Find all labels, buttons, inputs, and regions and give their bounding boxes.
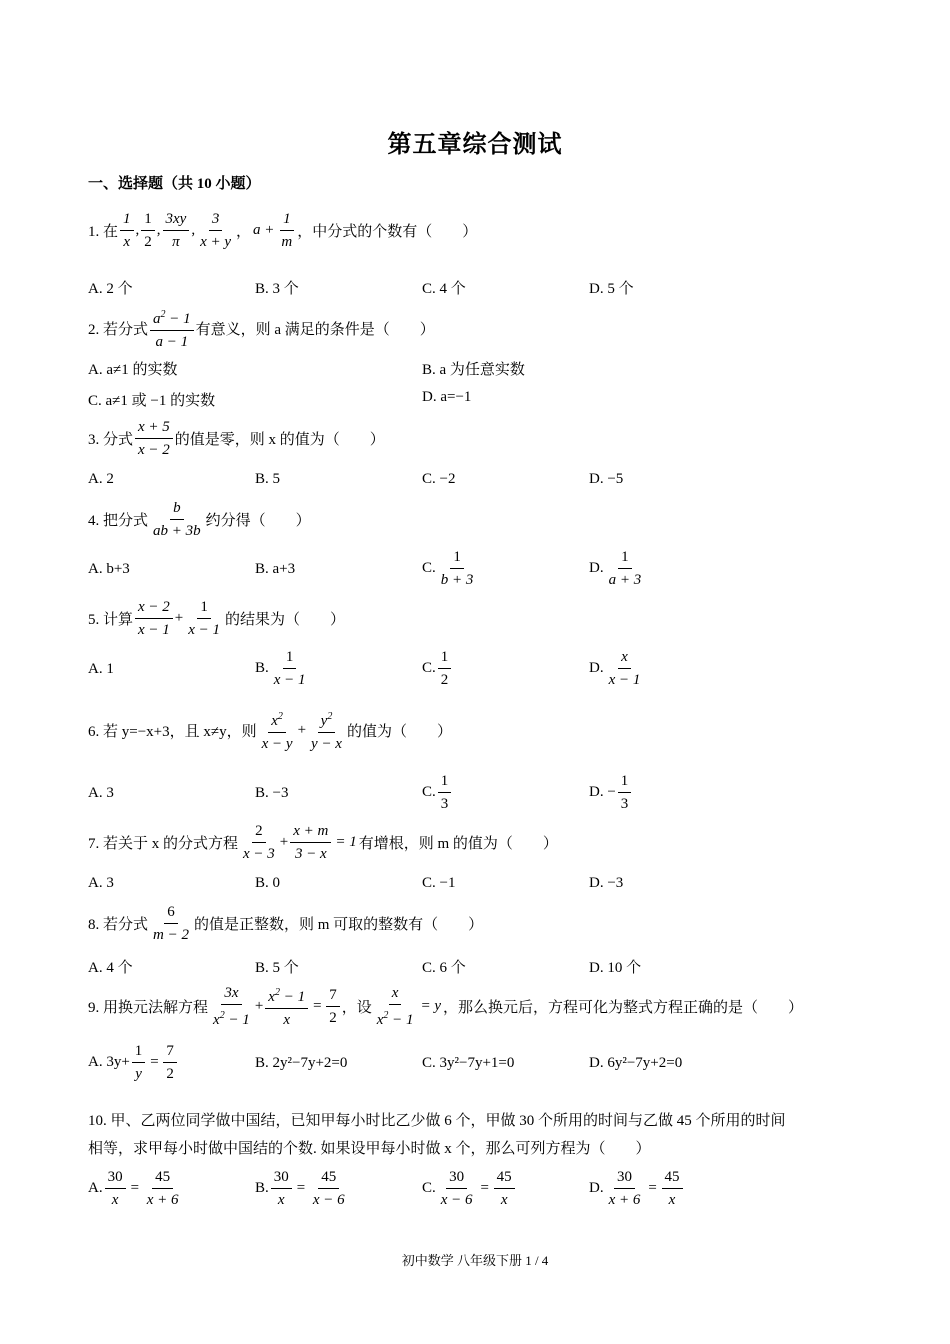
section-heading: 一、选择题（共 10 小题） xyxy=(88,176,261,192)
question-3: 3. 分式 $\frac{x + 5}{x - 2}$ 的值是零，则 x 的值为（ ） xyxy=(88,419,385,458)
fraction: $\frac{3xy}{\pi}$ xyxy=(163,210,190,251)
option-b[interactable]: B. 5 个 xyxy=(255,960,299,976)
option-b[interactable]: B. a 为任意实数 xyxy=(422,362,525,378)
fraction: $\frac{45}{x}$ xyxy=(494,1168,515,1209)
option-c[interactable]: C. 4 个 xyxy=(422,281,466,297)
option-d[interactable]: D. − $\frac{1}{3}$ xyxy=(589,772,633,813)
option-b[interactable]: B. $\frac{1}{x - 1}$ xyxy=(255,648,311,689)
option-d[interactable]: D. −3 xyxy=(589,875,624,891)
fraction: $\frac{30}{x}$ xyxy=(271,1168,292,1209)
option-a[interactable]: A. $\frac{30}{x}$ = $\frac{45}{x + 6}$ xyxy=(88,1168,184,1209)
option-c[interactable]: C. a≠1 或 −1 的实数 xyxy=(88,393,216,409)
option-c[interactable]: C. 3y²−7y+1=0 xyxy=(422,1055,515,1071)
option-c[interactable]: C. $\frac{1}{3}$ xyxy=(422,772,453,813)
option-a[interactable]: A. 3 xyxy=(88,785,114,801)
option-b[interactable]: B. $\frac{30}{x}$ = $\frac{45}{x - 6}$ xyxy=(255,1168,350,1209)
question-9: 9. 用换元法解方程 $\frac{3x}{x^2 - 1}$ + $\frac{x^2 - 1}{x}$ = $\frac{7}{2}$ ，设 $\frac{x}{x^2 - 1}$ = y ，那么换元后，方程可化为整式方程正确的是（ ） xyxy=(88,985,804,1028)
question-4: 4. 把分式 $\frac{b}{ab + 3b}$ 约分得（ ） xyxy=(88,500,311,539)
fraction: $\frac{30}{x}$ xyxy=(105,1168,126,1209)
fraction: $\frac{x + m}{3 - x}$ xyxy=(290,822,331,863)
option-d[interactable]: D. $\frac{30}{x + 6}$ = $\frac{45}{x}$ xyxy=(589,1168,685,1209)
fraction: $\frac{x - 2}{x - 1}$ xyxy=(135,598,173,639)
fraction: $\frac{2}{x - 3}$ xyxy=(243,823,275,862)
fraction: $\frac{1}{b + 3}$ xyxy=(440,549,474,588)
option-a[interactable]: A. 3 xyxy=(88,875,114,891)
fraction: $\frac{a^2 - 1}{a - 1}$ xyxy=(150,306,194,351)
question-8: 8. 若分式 $\frac{6}{m - 2}$ 的值是正整数，则 m 可取的整数有（ ） xyxy=(88,904,484,943)
fraction: $\frac{1}{x - 1}$ xyxy=(273,649,306,688)
fraction: $\frac{y^2}{y - x}$ xyxy=(308,708,345,753)
fraction: $\frac{1}{a + 3}$ xyxy=(608,549,642,588)
fraction: $\frac{7}{2}$ xyxy=(326,986,340,1027)
fraction: $\frac{x + 5}{x - 2}$ xyxy=(135,418,173,459)
option-c[interactable]: C. $\frac{1}{2}$ xyxy=(422,648,453,689)
fraction: $\frac{45}{x - 6}$ xyxy=(312,1169,345,1208)
fraction: $\frac{30}{x + 6}$ xyxy=(608,1169,641,1208)
option-d[interactable]: D. a=−1 xyxy=(422,389,472,405)
option-b[interactable]: B. 3 个 xyxy=(255,281,299,297)
option-a[interactable]: A. 2 个 xyxy=(88,281,133,297)
option-a[interactable]: A. 4 个 xyxy=(88,960,133,976)
option-d[interactable]: D. $\frac{x}{x - 1}$ xyxy=(589,648,645,689)
fraction: $\frac{6}{m - 2}$ xyxy=(153,904,189,943)
option-c[interactable]: C. 6 个 xyxy=(422,960,466,976)
option-a[interactable]: A. 1 xyxy=(88,661,114,677)
option-b[interactable]: B. 5 xyxy=(255,471,281,487)
fraction: $\frac{7}{2}$ xyxy=(163,1042,177,1083)
fraction: $\frac{3}{x + y}$ xyxy=(200,211,232,250)
fraction: $\frac{30}{x - 6}$ xyxy=(440,1169,473,1208)
question-6: 6. 若 y=−x+3，且 x≠y，则 $\frac{x^2}{x - y}$ + $\frac{y^2}{y - x}$ 的值为（ ） xyxy=(88,708,452,753)
option-b[interactable]: B. a+3 xyxy=(255,561,296,577)
option-c[interactable]: C. −2 xyxy=(422,471,456,487)
page-title: 第五章综合测试 xyxy=(387,132,563,158)
option-d[interactable]: D. 5 个 xyxy=(589,281,634,297)
question-7: 7. 若关于 x 的分式方程 $\frac{2}{x - 3}$ + $\frac{x + m}{3 - x}$ = 1 有增根，则 m 的值为（ ） xyxy=(88,823,558,862)
question-1: 1. 在 $\frac{1}{x}$ , $\frac{1}{2}$ , $\frac{3xy}{\pi}$ , $\frac{3}{x + y}$ ， a + $\frac{1}{m}$ ，中分式的个数有（ ） xyxy=(88,211,478,250)
question-10: 10. 甲、乙两位同学做中国结，已知甲每小时比乙少做 6 个，甲做 30 个所用的时间与乙做 45 个所用的时间 相等，求甲每小时做中国结的个数. 如果设甲每小时做 x 个，那么可列方程为（ ） xyxy=(88,1113,786,1157)
fraction: $\frac{1}{x}$ xyxy=(120,210,134,251)
fraction: $\frac{b}{ab + 3b}$ xyxy=(153,500,201,539)
option-a[interactable]: A. 3y+ $\frac{1}{y}$ = $\frac{7}{2}$ xyxy=(88,1042,179,1083)
option-b[interactable]: B. 0 xyxy=(255,875,281,891)
fraction: $\frac{x^2}{x - y}$ xyxy=(259,708,296,753)
option-d[interactable]: D. 10 个 xyxy=(589,960,642,976)
fraction: $\frac{3x}{x^2 - 1}$ xyxy=(213,985,250,1028)
option-b[interactable]: B. 2y²−7y+2=0 xyxy=(255,1055,348,1071)
option-a[interactable]: A. 2 xyxy=(88,471,114,487)
fraction: $\frac{1}{m}$ xyxy=(281,211,293,250)
question-2: 2. 若分式 $\frac{a^2 - 1}{a - 1}$ 有意义，则 a 满足的条件是（ ） xyxy=(88,306,435,351)
option-c[interactable]: C. $\frac{30}{x - 6}$ = $\frac{45}{x}$ xyxy=(422,1168,517,1209)
fraction: $\frac{1}{3}$ xyxy=(438,772,452,813)
fraction: $\frac{45}{x}$ xyxy=(662,1168,683,1209)
option-c[interactable]: C. −1 xyxy=(422,875,456,891)
fraction: $\frac{1}{3}$ xyxy=(618,772,632,813)
option-a[interactable]: A. a≠1 的实数 xyxy=(88,362,178,378)
fraction: $\frac{1}{y}$ xyxy=(132,1042,146,1083)
fraction: $\frac{x}{x - 1}$ xyxy=(608,649,641,688)
option-a[interactable]: A. b+3 xyxy=(88,561,130,577)
option-b[interactable]: B. −3 xyxy=(255,785,289,801)
option-d[interactable]: D. 6y²−7y+2=0 xyxy=(589,1055,683,1071)
fraction: $\frac{1}{x - 1}$ xyxy=(188,599,221,638)
fraction: $\frac{1}{2}$ xyxy=(438,648,452,689)
option-d[interactable]: D. −5 xyxy=(589,471,624,487)
fraction: $\frac{45}{x + 6}$ xyxy=(146,1169,179,1208)
fraction: $\frac{1}{2}$ xyxy=(141,210,155,251)
option-c[interactable]: C. $\frac{1}{b + 3}$ xyxy=(422,548,478,589)
fraction: $\frac{x}{x^2 - 1}$ xyxy=(376,985,414,1028)
fraction: $\frac{x^2 - 1}{x}$ xyxy=(265,984,308,1029)
question-5: 5. 计算 $\frac{x - 2}{x - 1}$ + $\frac{1}{x - 1}$ 的结果为（ ） xyxy=(88,599,346,638)
option-d[interactable]: D. $\frac{1}{a + 3}$ xyxy=(589,548,646,589)
page-footer: 初中数学 八年级下册 1 / 4 xyxy=(401,1253,549,1268)
